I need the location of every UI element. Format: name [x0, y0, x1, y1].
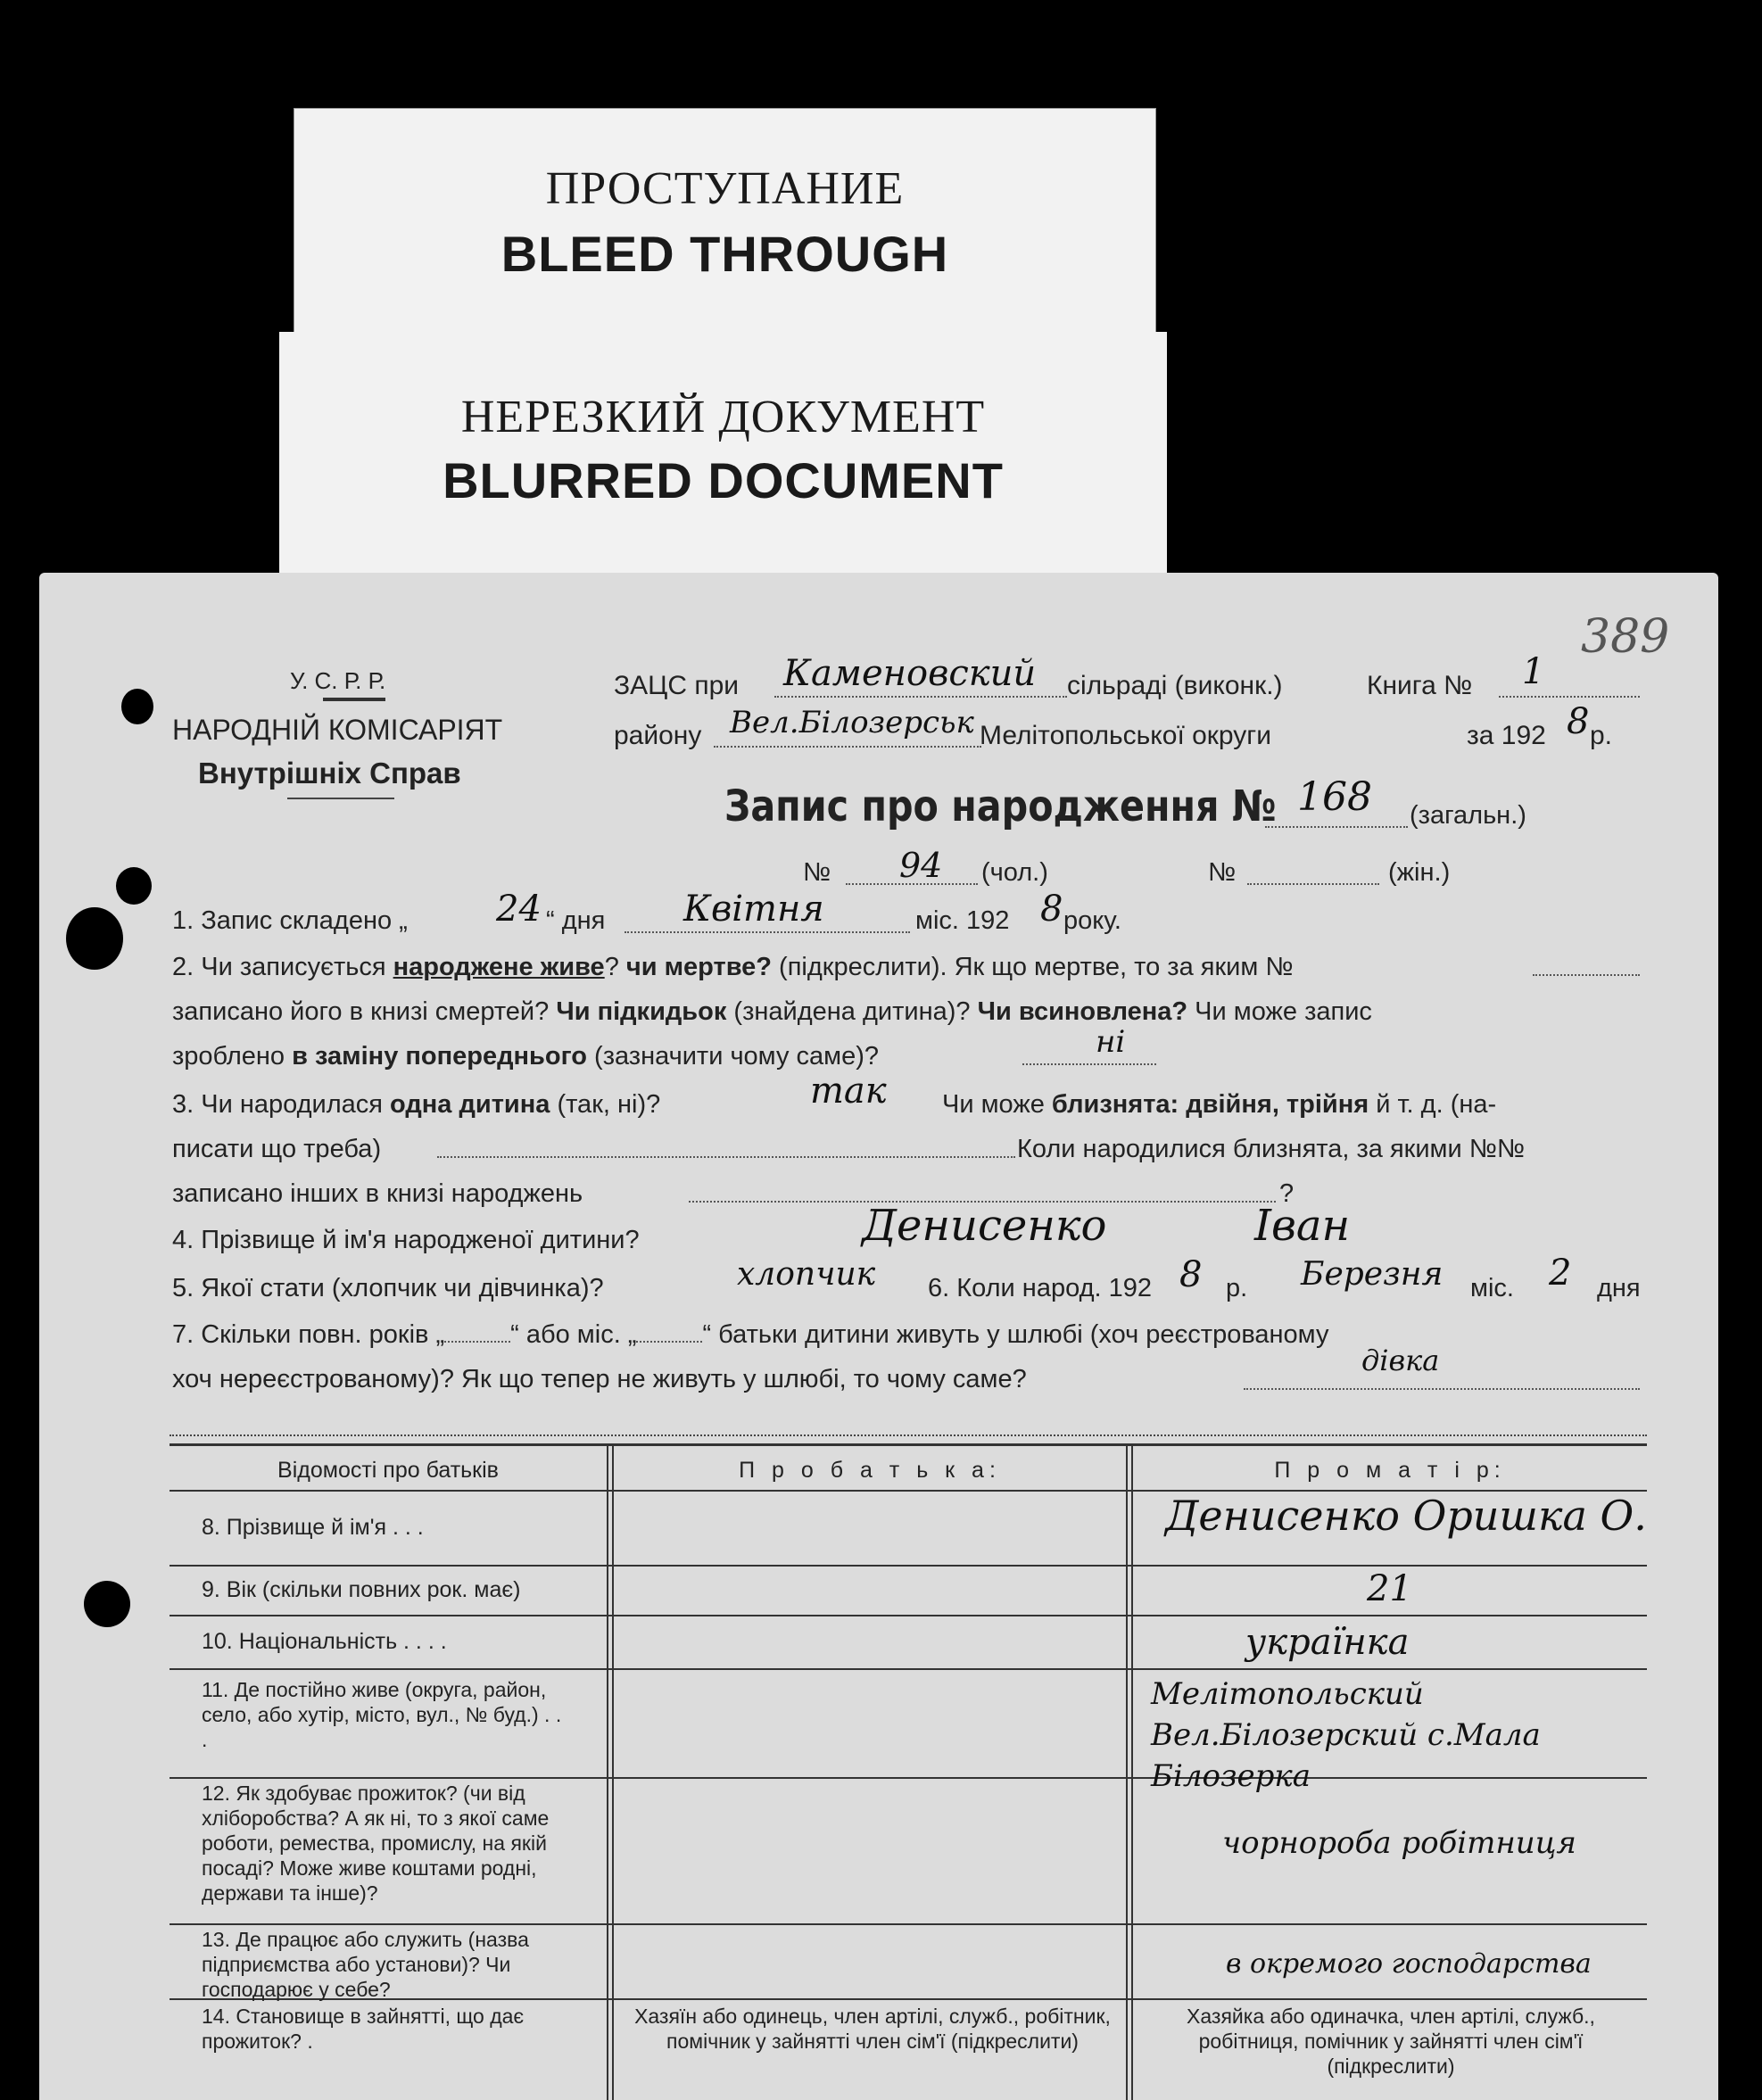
column-header-parents-info: Відомості про батьків	[277, 1458, 499, 1483]
male-number-handwritten: 94	[899, 846, 943, 885]
table-column-rule	[1131, 1443, 1133, 2100]
fill-line	[437, 1156, 1015, 1158]
day-handwritten: 24	[496, 889, 542, 930]
item-1-label: 1. Запис складено „	[172, 906, 408, 935]
mother-workplace-handwritten: в окремого господарства	[1226, 1948, 1592, 1980]
blurred-document-cyrillic: НЕРЕЗКИЙ ДОКУМЕНТ	[460, 392, 986, 442]
punch-hole	[116, 867, 152, 905]
divider	[287, 798, 394, 799]
item-2-line-a: 2. Чи записується народжене живе? чи мертве? (підкреслити). Як що мертве, то за яким №	[172, 953, 1294, 981]
child-surname-handwritten: Денисенко	[862, 1201, 1107, 1251]
mother-age-handwritten: 21	[1367, 1568, 1412, 1609]
male-label: (чол.)	[981, 858, 1048, 887]
item-3-line-a2: Чи може близнята: двійня, трійня й т. д. (на-	[942, 1090, 1497, 1119]
punch-hole	[84, 1581, 130, 1627]
male-number-sign: №	[803, 858, 831, 887]
fill-line	[1533, 974, 1640, 976]
book-label: Книга №	[1367, 671, 1473, 700]
district-handwritten: Вел.Білозерськ	[730, 705, 974, 740]
table-rule	[170, 1443, 1647, 1446]
district-label: району	[614, 721, 702, 750]
mother-residence-handwritten: Мелітопольский Вел.Білозерский с.Мала Білозерка	[1151, 1676, 1541, 1794]
bleed-through-cyrillic: ПРОСТУПАНИЕ	[545, 163, 905, 214]
item-6-year-suffix: р.	[1226, 1274, 1248, 1302]
item-1-day: “ дня	[546, 906, 606, 935]
row-label: 9. Вік (скільки повних рок. має)	[202, 1577, 521, 1602]
column-header-mother: П р о м а т і р:	[1274, 1458, 1506, 1483]
item-2-line-b: записано його в книзі смертей? Чи підкидьок (знайдена дитина)? Чи всиновлена? Чи може запис	[172, 997, 1372, 1026]
fill-line	[714, 746, 981, 748]
marriage-answer-handwritten: дівка	[1361, 1344, 1440, 1377]
blurred-document-latin: BLURRED DOCUMENT	[443, 452, 1004, 508]
row-label: 11. Де постійно живе (округа, район, село, або хутір, місто, вул., № буд.) . . .	[202, 1678, 562, 1751]
mother-occupation-status: Хазяйка або одиначка, член артілі, служб., робітниця, помічник у зайнятті член сім'ї (підкреслити)	[1187, 2005, 1595, 2078]
table-top-rule	[170, 1434, 1647, 1436]
bleed-through-label-card	[294, 109, 1155, 343]
table-rule	[170, 1668, 1647, 1670]
child-sex-handwritten: хлопчик	[737, 1256, 876, 1293]
row-label: 13. Де працює або служить (назва підприємства або установи)? Чи господарює у себе?	[202, 1928, 529, 2001]
item-3-line-b1: писати що треба)	[172, 1135, 382, 1163]
book-number-handwritten: 1	[1522, 651, 1545, 692]
mother-name-handwritten: Денисенко Оришка О.	[1165, 1492, 1647, 1540]
table-rule	[170, 1615, 1647, 1616]
village-council-label: сільраді (виконк.)	[1067, 671, 1283, 700]
blurred-document-label-card	[279, 332, 1167, 573]
item-6-label: 6. Коли народ. 192	[928, 1274, 1152, 1302]
page-number: 389	[1581, 610, 1670, 664]
table-rule	[170, 1923, 1647, 1925]
fill-line	[774, 696, 1067, 698]
item-7-line-a: 7. Скільки повн. років „ “ або міс. „ “ батьки дитини живуть у шлюбі (хоч реєстрованому	[172, 1320, 1329, 1349]
fill-line	[1265, 826, 1408, 828]
row-label: 12. Як здобуває прожиток? (чи від хліборобства? А як ні, то з якої саме роботи, ремества, промислу, на якій посаді? Може живе коштами родні, держави та інше)?	[202, 1782, 550, 1905]
parents-table	[170, 1434, 1647, 2100]
item-4-label: 4. Прізвище й ім'я народженої дитини?	[172, 1226, 640, 1254]
month-handwritten: Квітня	[683, 889, 824, 930]
row-label: 14. Становище в зайнятті, що дає прожиток? .	[202, 2005, 525, 2053]
general-number-handwritten: 168	[1297, 774, 1372, 820]
table-column-rule	[1126, 1443, 1128, 2100]
mother-livelihood-handwritten: чорнороба робітниця	[1222, 1825, 1576, 1861]
year-handwritten: 8	[1567, 701, 1590, 742]
year-suffix: р.	[1590, 721, 1613, 750]
ministry-heading: Внутрішніх Справ	[198, 756, 461, 790]
general-label: (загальн.)	[1410, 801, 1526, 830]
usrr-heading: У. С. Р. Р.	[290, 667, 386, 694]
fill-line	[1244, 1388, 1640, 1390]
table-rule	[170, 1565, 1647, 1567]
item-1-year: року.	[1063, 906, 1121, 935]
child-name-handwritten: Іван	[1254, 1201, 1351, 1251]
father-occupation-status: Хазяїн або одинець, член артілі, служб., робітник, помічник у зайнятті член сім'ї (підкреслити)	[634, 2005, 1111, 2053]
record-title: Запис про народження №	[724, 781, 1277, 831]
birth-day-handwritten: 2	[1549, 1253, 1572, 1294]
replacement-answer-handwritten: ні	[1096, 1024, 1126, 1060]
zags-label: ЗАЦС при	[614, 671, 740, 700]
column-header-father: П р о б а т ь к а:	[739, 1458, 1001, 1483]
female-label: (жін.)	[1388, 858, 1451, 887]
female-number-sign: №	[1208, 858, 1237, 887]
item-2-line-c: зроблено в заміну попереднього (зазначити чому саме)?	[172, 1042, 879, 1071]
punch-hole	[121, 689, 153, 724]
item-1-month: міс. 192	[915, 906, 1010, 935]
row-label: 8. Прізвище й ім'я . . .	[202, 1515, 424, 1540]
fill-line	[625, 931, 910, 933]
item-3-line-c: записано інших в книзі народжень	[172, 1179, 583, 1208]
item-6-day-label: дня	[1597, 1274, 1641, 1302]
birth-month-handwritten: Березня	[1301, 1256, 1444, 1293]
item-5-label: 5. Якої стати (хлопчик чи дівчинка)?	[172, 1274, 604, 1302]
fill-line	[846, 883, 978, 885]
single-child-answer-handwritten: так	[810, 1071, 887, 1112]
birth-year-handwritten: 8	[1179, 1254, 1203, 1295]
fill-line	[1022, 1063, 1156, 1065]
punch-hole	[66, 907, 123, 970]
divider	[323, 698, 385, 701]
record-year-handwritten: 8	[1040, 889, 1063, 930]
mother-nationality-handwritten: українка	[1245, 1622, 1410, 1663]
okrug-label: Мелітопольської округи	[980, 721, 1271, 750]
commissariat-heading: НАРОДНІЙ КОМІСАРІЯТ	[172, 714, 503, 746]
item-3-question-mark: ?	[1279, 1179, 1295, 1208]
table-column-rule	[607, 1443, 608, 2100]
table-column-rule	[612, 1443, 614, 2100]
item-7-line-b: хоч нереєстрованому)? Як що тепер не живуть у шлюбі, то чому саме?	[172, 1365, 1027, 1393]
bleed-through-latin: BLEED THROUGH	[500, 226, 949, 282]
fill-line	[1499, 696, 1640, 698]
year-label: за 192	[1467, 721, 1546, 750]
fill-line	[1247, 883, 1379, 885]
item-3-line-a: 3. Чи народилася одна дитина (так, ні)?	[172, 1090, 661, 1119]
village-council-handwritten: Каменовский	[783, 653, 1037, 694]
item-3-line-b2: Коли народилися близнята, за якими №№	[1017, 1135, 1525, 1163]
item-6-month-label: міс.	[1470, 1274, 1514, 1302]
row-label: 10. Національність . . . .	[202, 1629, 447, 1654]
